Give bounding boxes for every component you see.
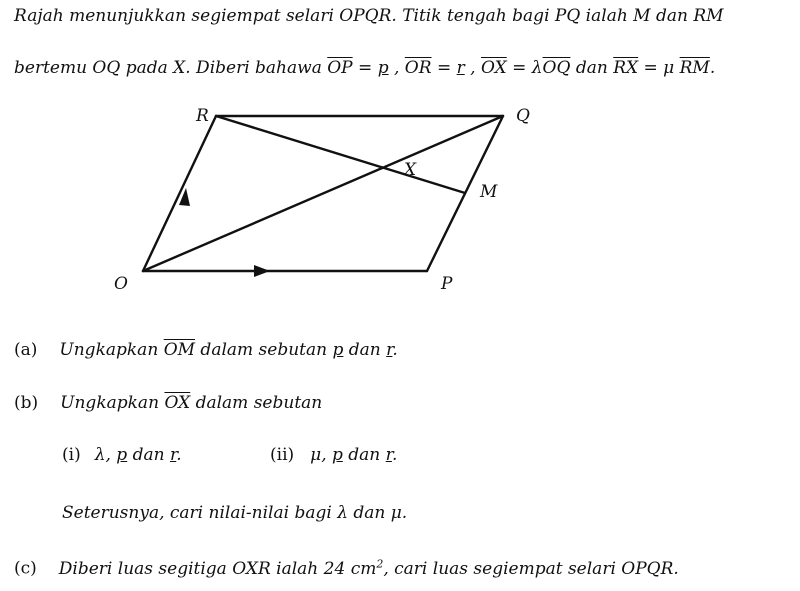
label-X: X [404,160,417,180]
intro-line-2: bertemu OQ pada X. Diberi bahawa $\overline{OP} = p$ , $\overline{OR} = r$ , $\overline{OX} = \lambda\overline{OQ}$ dan $\overline{RX} = \mu$ $\overline{RM}$. [14,58,716,78]
line-RM [216,116,465,193]
vector-RX: $\overline{RX}$ [613,58,639,78]
question-b-i: (i) λ, p dan r. [62,445,182,465]
side-RO [143,116,216,271]
vector-OR: $\overline{OR}$ [404,58,432,78]
label-R: R [196,106,209,126]
label-O: O [114,274,128,294]
arrow-OP [254,265,270,277]
diagonal-OQ [143,116,503,271]
question-c: (c) Diberi luas segitiga OXR ialah 24 $cm^2$, cari luas segiempat selari OPQR. [14,557,679,579]
question-b-followup: Seterusnya, cari nilai-nilai bagi λ dan μ. [62,503,408,523]
label-M: M [480,182,498,202]
question-b: (b) Ungkapkan $\overline{OX}$ dalam sebutan [14,393,323,413]
vector-OX: $\overline{OX}$ [480,58,507,78]
question-b-ii: (ii) μ, p dan r. [270,445,398,465]
intro-line-1: Rajah menunjukkan segiempat selari OPQR. Titik tengah bagi PQ ialah M dan RM [14,6,724,26]
vector-RM: $\overline{RM}$ [679,58,710,78]
question-a: (a) Ungkapkan $\overline{OM}$ dalam sebutan p dan r. [14,340,398,360]
vector-OP: $\overline{OP}$ [327,58,353,78]
vector-OQ: $\overline{OQ}$ [542,58,571,78]
label-Q: Q [516,106,530,126]
label-P: P [441,274,453,294]
